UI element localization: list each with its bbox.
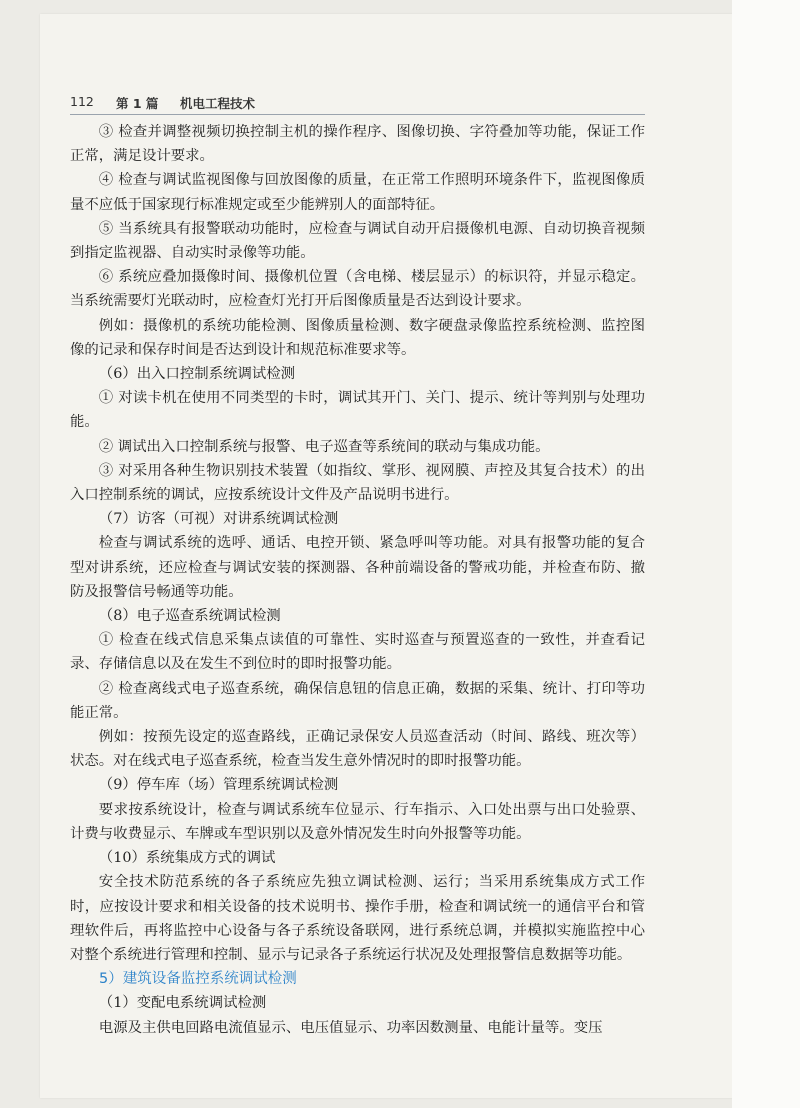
body-text (70, 120, 645, 1040)
paragraph: ⑤ 当系统具有报警联动功能时，应检查与调试自动开启摄像机电源、自动切换音视频到指定监视器、自动实时录像等功能。 (70, 220, 645, 262)
paragraph: 要求按系统设计，检查与调试系统车位显示、行车指示、入口处出票与出口处验票、计费与收费显示、车牌或车型识别以及意外情况发生时向外报警等功能。 (70, 801, 645, 842)
subheading: （8）电子巡查系统调试检测 (98, 608, 281, 625)
paragraph: ① 对读卡机在使用不同类型的卡时，调试其开门、关门、提示、统计等判别与处理功能。 (70, 390, 645, 431)
subheading: （6）出入口控制系统调试检测 (98, 366, 296, 383)
paragraph: ① 检查在线式信息采集点读值的可靠性、实时巡查与预置巡查的一致性，并查看记录、存储信息以及在发生不到位时的即时报警功能。 (70, 632, 645, 673)
paragraph: ② 检查离线式电子巡查系统，确保信息钮的信息正确，数据的采集、统计、打印等功能正常。 (70, 680, 645, 721)
paragraph: 安全技术防范系统的各子系统应先独立调试检测、运行；当采用系统集成方式工作时，应按设计要求和相关设备的技术说明书、操作手册，检查和调试统一的通信平台和管理软件后，再将监控中心设备与各子系统设备联网，进行系统总调，并模拟实施监控中心对整个系统进行管理和控制、显示与记录各子系统运行状况及处理报警信息数据等功能。 (70, 874, 645, 963)
scan-margin (732, 0, 800, 1108)
part-label: 第 1 篇 (116, 96, 159, 111)
paragraph: ④ 检查与调试监视图像与回放图像的质量，在正常工作照明环境条件下，监视图像质量不应低于国家现行标准规定或至少能辨别人的面部特征。 (70, 172, 645, 213)
paragraph: ② 调试出入口控制系统与报警、电子巡查等系统间的联动与集成功能。 (98, 438, 550, 455)
subheading: （1）变配电系统调试检测 (98, 995, 267, 1012)
running-header (70, 92, 645, 115)
subheading: （7）访客（可视）对讲系统调试检测 (98, 511, 339, 528)
paragraph: 例如：按预先设定的巡查路线，正确记录保安人员巡查活动（时间、路线、班次等）状态。对在线式电子巡查系统，检查当发生意外情况时的即时报警功能。 (70, 729, 645, 770)
chapter-title: 机电工程技术 (180, 96, 256, 111)
page-number: 112 (70, 94, 94, 109)
paragraph: ③ 对采用各种生物识别技术装置（如指纹、掌形、视网膜、声控及其复合技术）的出入口控制系统的调试，应按系统设计文件及产品说明书进行。 (70, 462, 645, 504)
section-title: 5）建筑设备监控系统调试检测 (99, 971, 297, 988)
subheading: （9）停车库（场）管理系统调试检测 (98, 777, 339, 794)
paragraph: ⑥ 系统应叠加摄像时间、摄像机位置（含电梯、楼层显示）的标识符，并显示稳定。当系统需要灯光联动时，应检查灯光打开后图像质量是否达到设计要求。 (70, 269, 645, 310)
paragraph: 检查与调试系统的选呼、通话、电控开锁、紧急呼叫等功能。对具有报警功能的复合型对讲系统，还应检查与调试安装的探测器、各种前端设备的警戒功能，并检查布防、撤防及报警信号畅通等功能。 (70, 535, 645, 600)
paragraph: ③ 检查并调整视频切换控制主机的操作程序、图像切换、字符叠加等功能，保证工作正常，满足设计要求。 (70, 124, 645, 165)
paragraph: 例如：摄像机的系统功能检测、图像质量检测、数字硬盘录像监控系统检测、监控图像的记录和保存时间是否达到设计和规范标准要求等。 (70, 317, 645, 358)
subheading: （10）系统集成方式的调试 (98, 850, 276, 867)
paragraph: 电源及主供电回路电流值显示、电压值显示、功率因数测量、电能计量等。变压 (98, 1019, 603, 1036)
